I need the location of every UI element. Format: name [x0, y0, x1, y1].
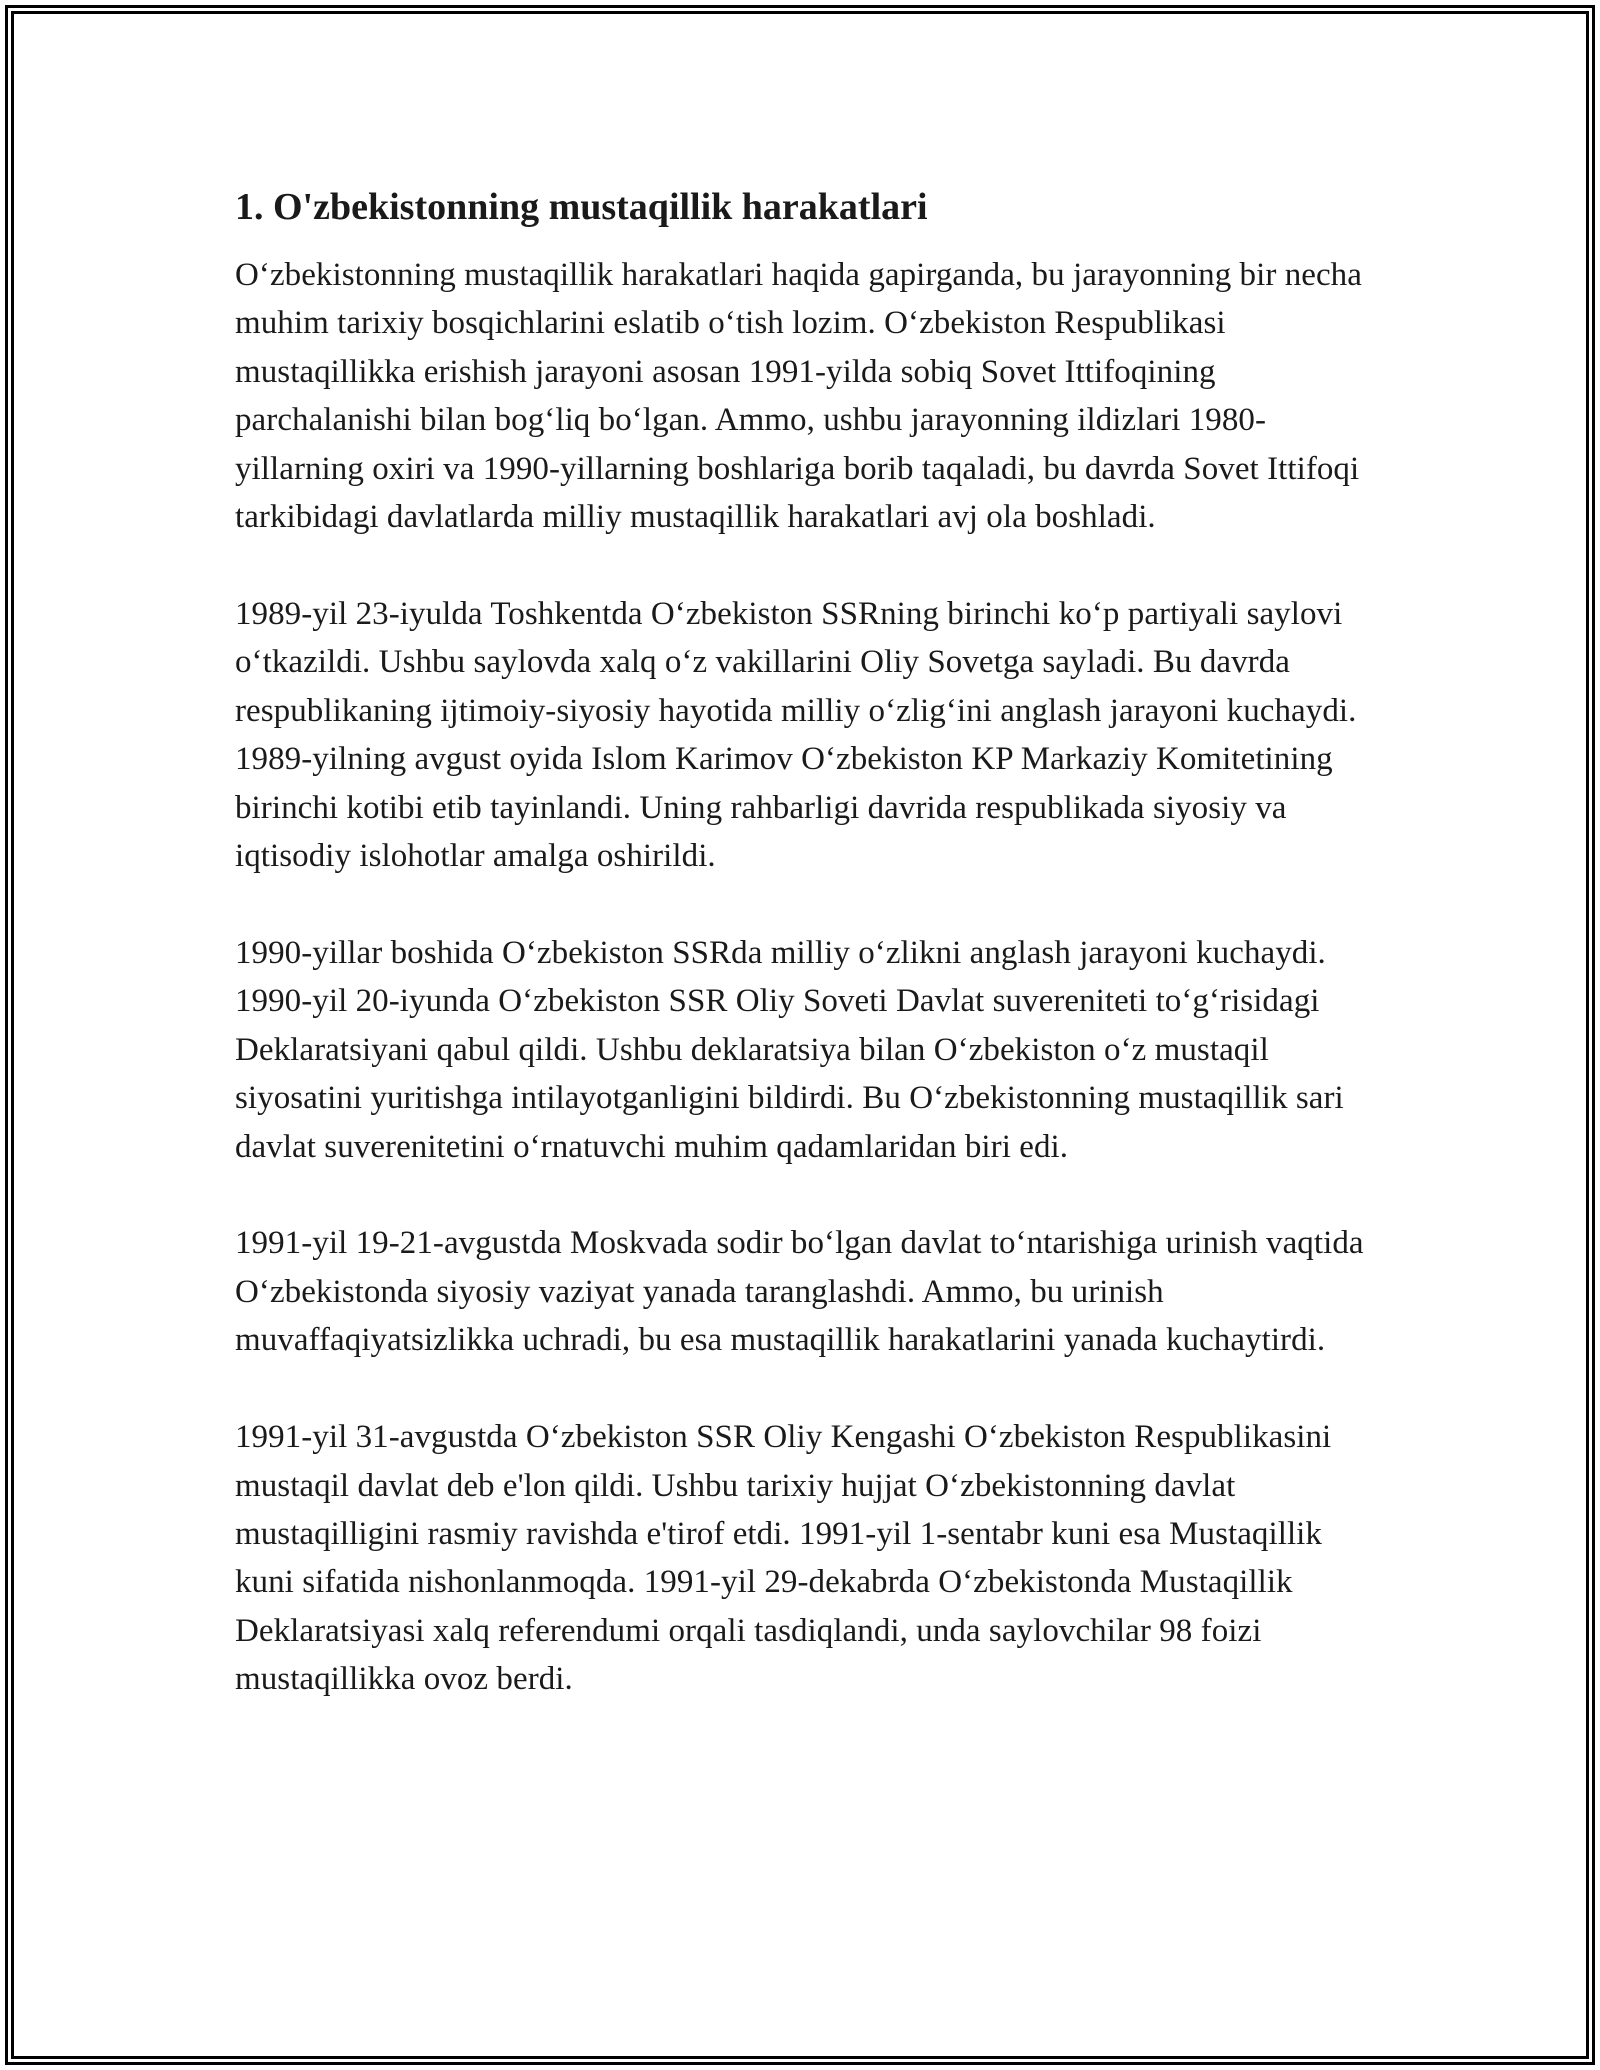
paragraph-intro: O‘zbekistonning mustaqillik harakatlari haqida gapirganda, bu jarayonning bir necha muhim tarixiy bosqichlarini eslatib o‘tish lozim. O‘zbekiston Respublikasi mustaqillikka erishish jarayoni asosan 1991-yilda sobiq Sovet Ittifoqining parchalanishi bilan bog‘liq bo‘lgan. Ammo, ushbu jarayonning ildizlari 1980-yillarning oxiri va 1990-yillarning boshlariga borib taqaladi, bu davrda Sovet Ittifoqi tarkibidagi davlatlarda milliy mustaqillik harakatlari avj ola boshladi. — [235, 257, 1362, 536]
paragraph-1991-independence: 1991-yil 31-avgustda O‘zbekiston SSR Oliy Kengashi O‘zbekiston Respublikasini mustaqil davlat deb e'lon qildi. Ushbu tarixiy hujjat O‘zbekistonning davlat mustaqilligini rasmiy ravishda e'tirof etdi. 1991-yil 1-sentabr kuni esa Mustaqillik kuni sifatida nishonlanmoqda. 1991-yil 29-dekabrda O‘zbekistonda Mustaqillik Deklaratsiyasi xalq referendumi orqali tasdiqlandi, unda saylovchilar 98 foizi mustaqillikka ovoz berdi. — [235, 1419, 1332, 1698]
paragraph-1990-sovereignty: 1990-yillar boshida O‘zbekiston SSRda milliy o‘zlikni anglash jarayoni kuchaydi. 1990-yil 20-iyunda O‘zbekiston SSR Oliy Soveti Davlat suvereniteti to‘g‘risidagi Deklaratsiyani qabul qildi. Ushbu deklaratsiya bilan O‘zbekiston o‘z mustaqil siyosatini yuritishga intilayotganligini bildirdi. Bu O‘zbekistonning mustaqillik sari davlat suverenitetini o‘rnatuvchi muhim qadamlaridan biri edi. — [235, 934, 1344, 1165]
document-content — [235, 183, 1375, 1704]
section-heading: 1. O'zbekistonning mustaqillik harakatlari — [235, 186, 928, 228]
paragraph-1989-elections: 1989-yil 23-iyulda Toshkentda O‘zbekiston SSRning birinchi ko‘p partiyali saylovi o‘tkazildi. Ushbu saylovda xalq o‘z vakillarini Oliy Sovetga sayladi. Bu davrda respublikaning ijtimoiy-siyosiy hayotida milliy o‘zlig‘ini anglash jarayoni kuchaydi. 1989-yilning avgust oyida Islom Karimov O‘zbekiston KP Markaziy Komitetining birinchi kotibi etib tayinlandi. Uning rahbarligi davrida respublikada siyosiy va iqtisodiy islohotlar amalga oshirildi. — [235, 595, 1357, 874]
paragraph-1991-coup: 1991-yil 19-21-avgustda Moskvada sodir bo‘lgan davlat to‘ntarishiga urinish vaqtida O‘zbekistonda siyosiy vaziyat yanada taranglashdi. Ammo, bu urinish muvaffaqiyatsizlikka uchradi, bu esa mustaqillik harakatlarini yanada kuchaytirdi. — [235, 1225, 1364, 1359]
